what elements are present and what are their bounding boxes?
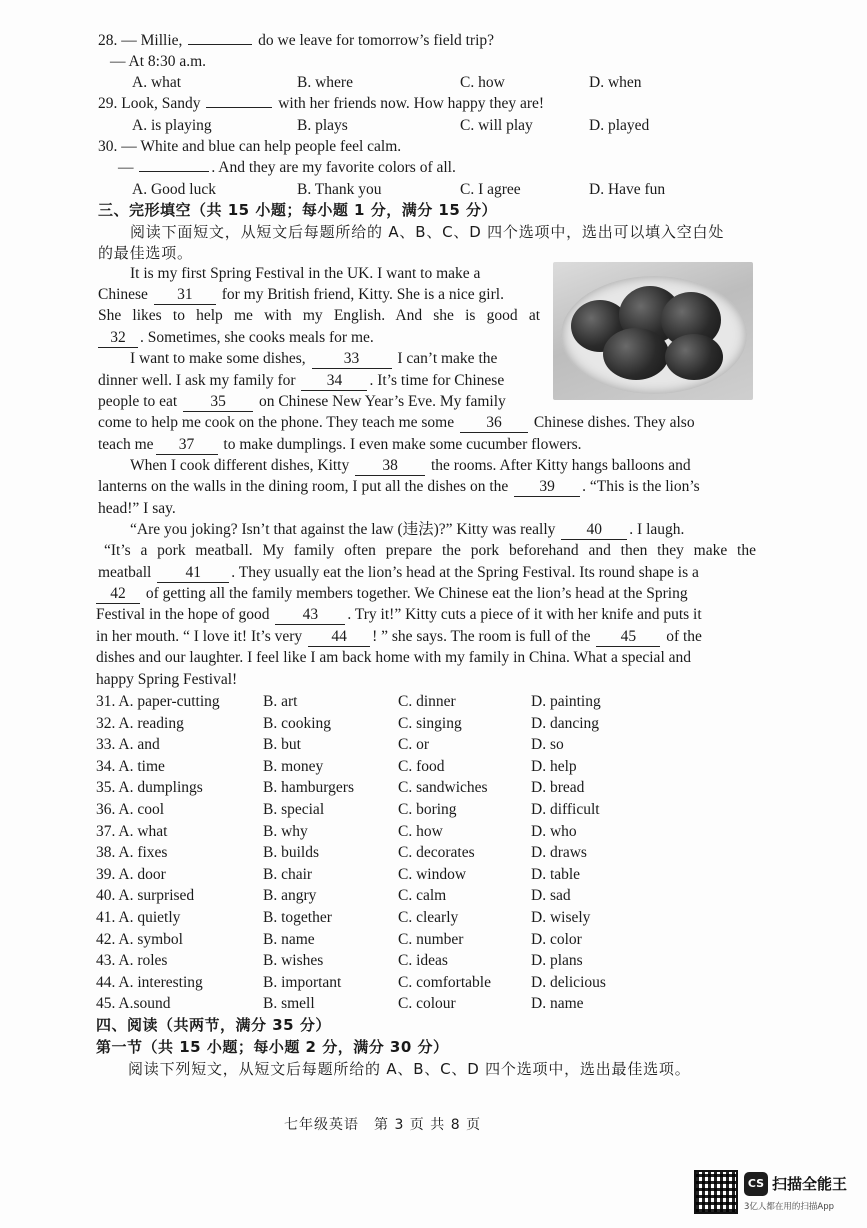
cloze-option-c: C. sandwiches (398, 779, 488, 796)
q30-stem: 30. — White and blue can help people feel calm. (98, 138, 402, 155)
passage-line (130, 520, 684, 540)
page-footer: 七年级英语 第 3 页 共 8 页 (284, 1117, 482, 1133)
section4-instruction: 阅读下列短文，从短文后每题所给的 A、B、C、D 四个选项中，选出最佳选项。 (128, 1060, 691, 1078)
blank-45: 45 (596, 628, 660, 647)
q28-blank (188, 44, 252, 45)
passage-line: She likes to help me with my English. And she is good at (98, 307, 540, 324)
passage-text: ! ” she says. The room is full of the (372, 628, 591, 645)
passage-text: Chinese (98, 286, 148, 303)
cloze-option-c: C. decorates (398, 844, 475, 861)
cloze-option-d: D. difficult (531, 801, 600, 818)
passage-text: the rooms. After Kitty hangs balloons and (431, 457, 691, 474)
passage-text: . “This is the lion’s (582, 478, 700, 495)
cloze-option-a: 32. A. reading (96, 715, 184, 732)
cloze-option-d: D. delicious (531, 974, 606, 991)
passage-line: It is my first Spring Festival in the UK. I want to make a (130, 265, 481, 282)
cloze-option-b: B. money (263, 758, 324, 775)
cloze-option-a: 44. A. interesting (96, 974, 203, 991)
cloze-option-a: 43. A. roles (96, 952, 168, 969)
blank-39: 39 (514, 478, 580, 497)
cloze-option-b: B. special (263, 801, 325, 818)
passage-line: head!” I say. (98, 500, 176, 517)
passage-line (130, 349, 497, 369)
passage-text: . It’s time for Chinese (369, 372, 505, 389)
cloze-option-c: C. how (398, 823, 443, 840)
cloze-option-d: D. wisely (531, 909, 591, 926)
passage-text: teach me (98, 436, 154, 453)
q29-blank (206, 107, 272, 108)
passage-text: meatball (98, 564, 152, 581)
passage-text: dinner well. I ask my family for (98, 372, 296, 389)
cloze-option-d: D. dancing (531, 715, 600, 732)
q28-stem (98, 31, 494, 51)
q29-stem-start: 29. Look, Sandy (98, 95, 201, 112)
meatball-shape (665, 334, 723, 380)
cloze-option-d: D. draws (531, 844, 587, 861)
q30-option-c: C. I agree (460, 181, 521, 198)
cloze-option-c: C. ideas (398, 952, 448, 969)
q28-answer-line: — At 8:30 a.m. (110, 53, 207, 70)
cloze-option-b: B. builds (263, 844, 319, 861)
cloze-option-c: C. dinner (398, 693, 456, 710)
q30-dash: — (118, 159, 134, 176)
passage-line (98, 413, 695, 433)
passage-line (98, 477, 700, 497)
blank-44: 44 (308, 628, 370, 647)
cloze-option-b: B. chair (263, 866, 313, 883)
cloze-option-b: B. but (263, 736, 301, 753)
passage-text: Chinese dishes. They also (533, 414, 695, 431)
passage-text: Festival in the hope of good (96, 606, 270, 623)
cloze-option-b: B. angry (263, 887, 317, 904)
passage-text: in her mouth. “ I love it! It’s very (96, 628, 303, 645)
passage-text: “Are you joking? Isn’t that against the law (违法)?” Kitty was really (130, 521, 556, 538)
passage-line (98, 563, 699, 583)
camscanner-brand: 扫描全能王 (772, 1175, 848, 1193)
cloze-option-c: C. number (398, 931, 464, 948)
cloze-option-d: D. name (531, 995, 584, 1012)
passage-text: lanterns on the walls in the dining room, I put all the dishes on the (98, 478, 509, 495)
cloze-option-c: C. calm (398, 887, 447, 904)
cloze-option-d: D. painting (531, 693, 601, 710)
section4-heading: 四、阅读（共两节，满分 35 分） (96, 1016, 331, 1034)
cloze-option-d: D. so (531, 736, 564, 753)
cloze-option-b: B. why (263, 823, 308, 840)
cloze-option-d: D. table (531, 866, 581, 883)
cloze-option-c: C. or (398, 736, 429, 753)
cloze-option-a: 33. A. and (96, 736, 160, 753)
passage-line (98, 392, 506, 412)
cloze-option-c: C. boring (398, 801, 457, 818)
passage-text: come to help me cook on the phone. They teach me some (98, 414, 455, 431)
q28-stem-start: 28. — Millie, (98, 32, 183, 49)
blank-43: 43 (275, 606, 345, 625)
q28-stem-end: do we leave for tomorrow’s field trip? (258, 32, 495, 49)
meatball-shape (603, 328, 669, 380)
passage-text: people to eat (98, 393, 178, 410)
q29-stem (98, 94, 544, 114)
passage-line (96, 627, 702, 647)
passage-line (96, 605, 702, 625)
cloze-option-c: C. window (398, 866, 467, 883)
passage-text: . Try it!” Kitty cuts a piece of it with her knife and puts it (347, 606, 702, 623)
cloze-option-a: 34. A. time (96, 758, 165, 775)
passage-text: of getting all the family members together. We Chinese eat the lion’s head at the Spring (145, 585, 688, 602)
passage-line (96, 584, 688, 604)
passage-line (98, 285, 504, 305)
blank-37: 37 (156, 436, 218, 455)
cloze-option-a: 45. A.sound (96, 995, 171, 1012)
cloze-option-b: B. together (263, 909, 332, 926)
cloze-option-b: B. cooking (263, 715, 332, 732)
section3-instruction-2: 的最佳选项。 (98, 244, 193, 262)
passage-text: When I cook different dishes, Kitty (130, 457, 350, 474)
cloze-option-b: B. important (263, 974, 342, 991)
blank-35: 35 (183, 393, 253, 412)
q28-option-d: D. when (589, 74, 642, 91)
cloze-option-c: C. colour (398, 995, 456, 1012)
q29-option-b: B. plays (297, 117, 348, 134)
q28-option-c: C. how (460, 74, 505, 91)
cloze-option-c: C. food (398, 758, 445, 775)
passage-line (98, 371, 504, 391)
cloze-option-c: C. clearly (398, 909, 459, 926)
camscanner-slogan: 3亿人都在用的扫描App (744, 1202, 835, 1212)
blank-41: 41 (157, 564, 229, 583)
q30-option-a: A. Good luck (132, 181, 216, 198)
q30-blank (139, 171, 209, 172)
passage-line: dishes and our laughter. I feel like I am back home with my family in China. What a special and (96, 649, 692, 666)
cloze-option-d: D. plans (531, 952, 583, 969)
passage-text: . I laugh. (629, 521, 685, 538)
passage-line (130, 456, 691, 476)
passage-text: for my British friend, Kitty. She is a nice girl. (221, 286, 504, 303)
passage-text: . They usually eat the lion’s head at the Spring Festival. Its round shape is a (231, 564, 699, 581)
meatball-photo (553, 262, 753, 400)
passage-text: . Sometimes, she cooks meals for me. (140, 329, 374, 346)
cloze-option-d: D. help (531, 758, 577, 775)
cloze-option-d: D. bread (531, 779, 585, 796)
cloze-option-c: C. comfortable (398, 974, 491, 991)
cloze-option-b: B. smell (263, 995, 315, 1012)
cloze-option-a: 35. A. dumplings (96, 779, 203, 796)
qr-code (694, 1170, 738, 1214)
passage-line: happy Spring Festival! (96, 671, 238, 688)
blank-31: 31 (154, 286, 216, 305)
passage-text: to make dumplings. I even make some cucumber flowers. (223, 436, 582, 453)
blank-40: 40 (561, 521, 627, 540)
blank-42: 42 (96, 585, 140, 604)
q30-reply-line (118, 158, 456, 178)
passage-text: of the (666, 628, 702, 645)
cloze-option-a: 39. A. door (96, 866, 166, 883)
blank-32: 32 (98, 329, 138, 348)
cloze-option-a: 36. A. cool (96, 801, 165, 818)
cloze-option-d: D. sad (531, 887, 571, 904)
cloze-option-a: 41. A. quietly (96, 909, 181, 926)
q30-option-d: D. Have fun (589, 181, 666, 198)
cloze-option-c: C. singing (398, 715, 462, 732)
passage-line (98, 435, 582, 455)
cloze-option-a: 31. A. paper-cutting (96, 693, 220, 710)
cloze-option-b: B. wishes (263, 952, 324, 969)
cloze-option-d: D. who (531, 823, 577, 840)
cloze-option-b: B. hamburgers (263, 779, 354, 796)
cloze-option-d: D. color (531, 931, 582, 948)
q29-option-c: C. will play (460, 117, 533, 134)
q28-option-a: A. what (132, 74, 182, 91)
passage-text: I want to make some dishes, (130, 350, 306, 367)
blank-38: 38 (355, 457, 425, 476)
cloze-option-b: B. art (263, 693, 298, 710)
q29-option-d: D. played (589, 117, 650, 134)
q30-reply-end: . And they are my favorite colors of all. (211, 159, 456, 176)
camscanner-logo: CS (744, 1172, 768, 1196)
blank-33: 33 (312, 350, 392, 369)
section3-instruction-1: 阅读下面短文，从短文后每题所给的 A、B、C、D 四个选项中，选出可以填入空白处 (130, 223, 725, 241)
q29-stem-end: with her friends now. How happy they are! (278, 95, 545, 112)
q28-option-b: B. where (297, 74, 353, 91)
cloze-option-a: 42. A. symbol (96, 931, 183, 948)
passage-text: I can’t make the (397, 350, 498, 367)
cloze-option-b: B. name (263, 931, 315, 948)
cloze-option-a: 38. A. fixes (96, 844, 168, 861)
blank-36: 36 (460, 414, 528, 433)
passage-line: “It’s a pork meatball. My family often prepare the pork beforehand and then they make the (104, 542, 756, 559)
passage-line (98, 328, 374, 348)
section3-heading: 三、完形填空（共 15 小题；每小题 1 分，满分 15 分） (98, 201, 498, 219)
cloze-option-a: 40. A. surprised (96, 887, 195, 904)
section4-part1-heading: 第一节（共 15 小题；每小题 2 分，满分 30 分） (96, 1038, 449, 1056)
passage-text: on Chinese New Year’s Eve. My family (258, 393, 506, 410)
q30-option-b: B. Thank you (297, 181, 382, 198)
cloze-option-a: 37. A. what (96, 823, 168, 840)
q29-option-a: A. is playing (132, 117, 212, 134)
blank-34: 34 (301, 372, 367, 391)
